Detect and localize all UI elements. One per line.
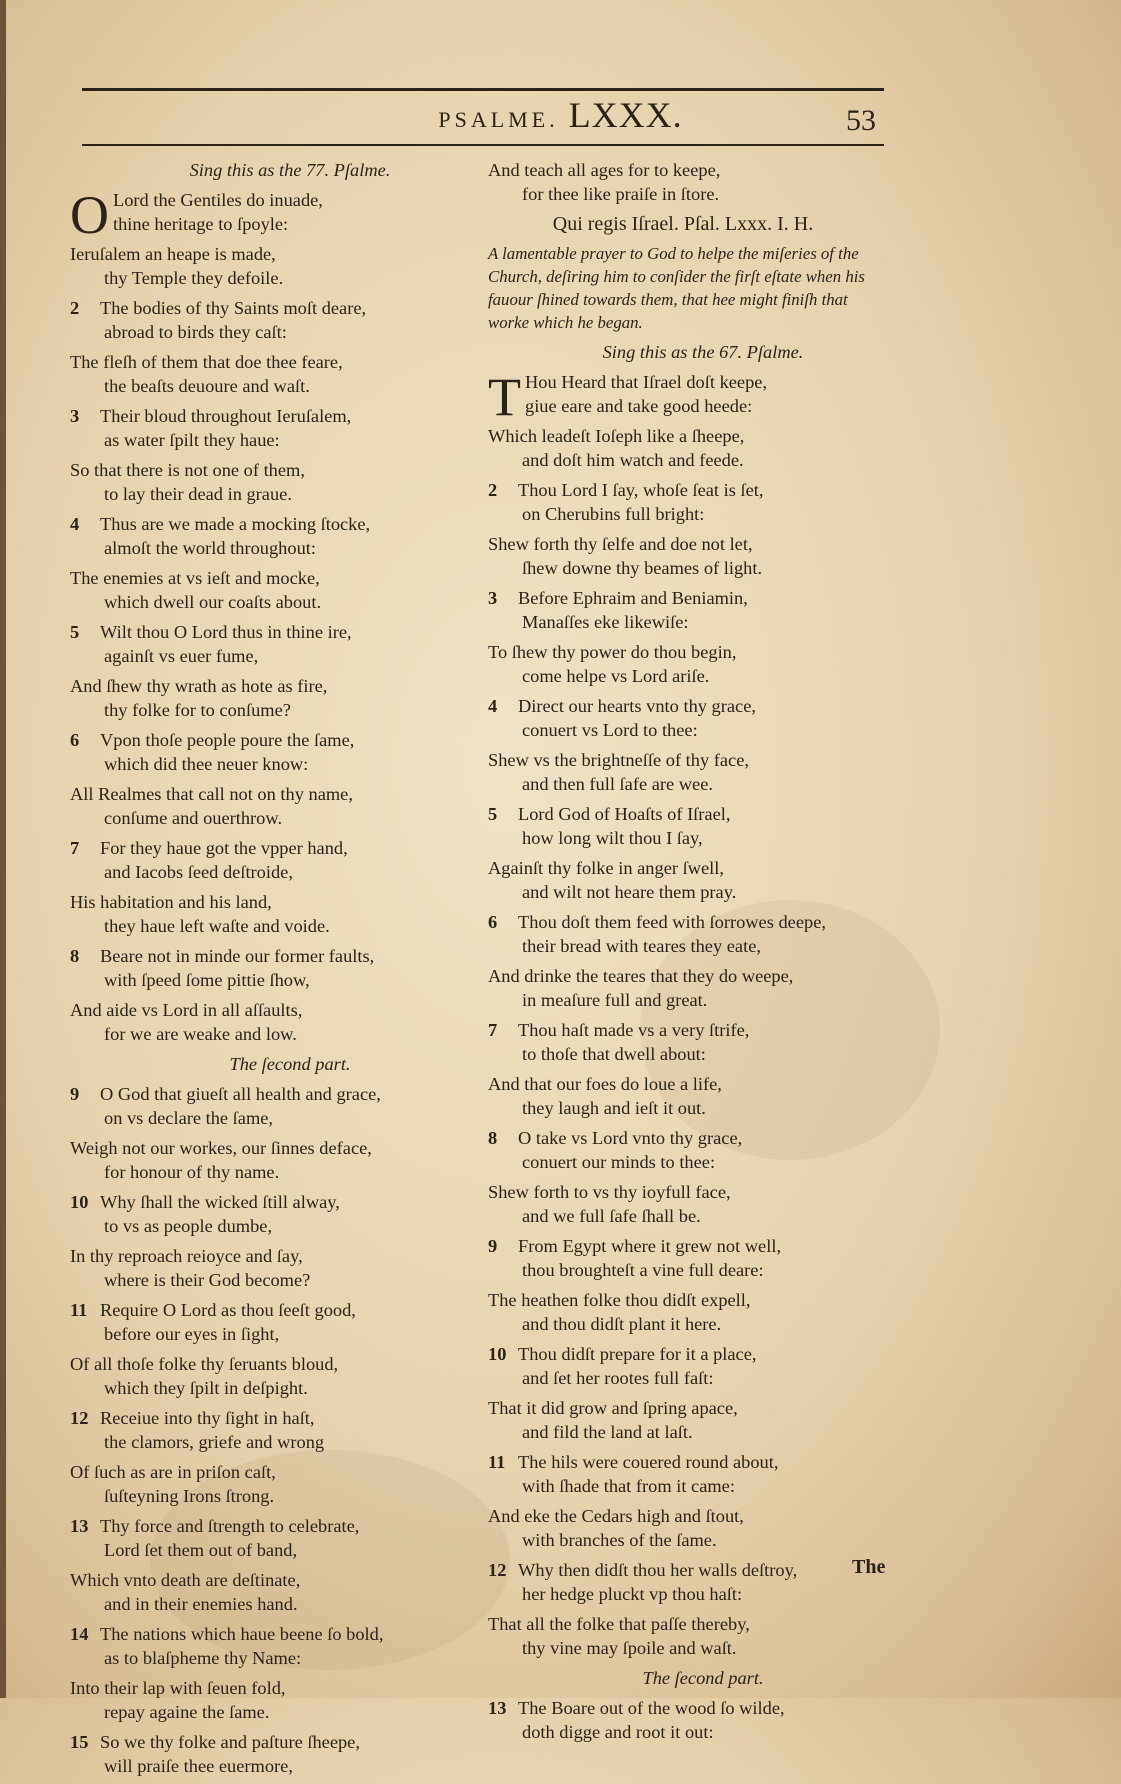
verse-line — [70, 944, 470, 968]
verse-line-indented: they laugh and ieſt it out. — [522, 1098, 706, 1118]
verse-line-indented: to lay their dead in graue. — [104, 484, 292, 504]
verse-continuation — [70, 674, 470, 722]
verse-text: Lord God of Hoaſts of Iſrael, — [518, 804, 731, 824]
verse — [70, 1730, 470, 1778]
header-title: PSALME. — [438, 107, 559, 132]
header-rule-bottom — [82, 144, 884, 146]
verse-number: 4 — [488, 696, 498, 716]
verse — [488, 1126, 878, 1174]
verse — [488, 1018, 878, 1066]
verse-text: And aide vs Lord in all aſſaults, — [70, 1000, 303, 1020]
verse-line-indented: they haue left waſte and voide. — [104, 916, 330, 936]
verse-line — [488, 1504, 878, 1528]
verse-text: And eke the Cedars high and ſtout, — [488, 1506, 744, 1526]
verse-continuation — [70, 242, 470, 290]
verse — [70, 620, 470, 668]
verse — [488, 1342, 878, 1390]
verse-line — [488, 964, 878, 988]
verse-line-indented: the beaſts deuoure and waſt. — [104, 376, 310, 396]
verse-line — [70, 458, 470, 482]
verse-line-indented: and thou didſt plant it here. — [522, 1314, 722, 1334]
verse-line — [488, 748, 878, 772]
verse-text: Why ſhall the wicked ſtill alway, — [100, 1192, 340, 1212]
verse-line — [70, 566, 470, 590]
section-heading: The ſecond part. — [642, 1668, 764, 1688]
verse-line-indented: to vs as people dumbe, — [104, 1216, 273, 1236]
verse-line — [70, 1514, 470, 1538]
verse-text: And ſhew thy wrath as hote as fire, — [70, 676, 328, 696]
verse-text: From Egypt where it grew not well, — [518, 1236, 782, 1256]
verse-line — [488, 1234, 878, 1258]
drop-capital: O — [70, 185, 109, 245]
verse-line — [488, 1288, 878, 1312]
verse-number: 7 — [488, 1020, 498, 1040]
verse-line-indented: for honour of thy name. — [104, 1162, 280, 1182]
verse-text: His habitation and his land, — [70, 892, 272, 912]
verse-number: 12 — [70, 1408, 89, 1428]
verse-line-indented: as water ſpilt they haue: — [104, 430, 280, 450]
verse-text: Shew vs the brightneſſe of thy face, — [488, 750, 749, 770]
verse-continuation — [488, 856, 878, 904]
verse-line — [70, 1244, 470, 1268]
verse-line — [70, 836, 470, 860]
verse-number: 14 — [70, 1624, 89, 1644]
verse-text: Thus are we made a mocking ſtocke, — [100, 514, 371, 534]
verse-text: Of ſuch as are in priſon caſt, — [70, 1462, 276, 1482]
drop-capital: T — [488, 367, 521, 427]
section-heading: Sing this as the 67. Pſalme. — [602, 342, 804, 362]
verse-line — [70, 998, 470, 1022]
verse-continuation — [70, 350, 470, 398]
verse-line — [70, 782, 470, 806]
verse-text: In thy reproach reioyce and ſay, — [70, 1246, 303, 1266]
verse-line-indented: where is their God become? — [104, 1270, 311, 1290]
verse-line-indented: ſhew downe thy beames of light. — [522, 558, 763, 578]
verse-number: 12 — [488, 1560, 507, 1580]
verse-line-indented: thy folke for to conſume? — [104, 700, 291, 720]
verse-text: Into their lap with ſeuen fold, — [70, 1678, 286, 1698]
verse-line — [70, 404, 470, 428]
psalm-numeral: LXXX. — [568, 95, 683, 135]
verse-line — [70, 1730, 470, 1754]
verse-text: O God that giueſt all health and grace, — [100, 1084, 381, 1104]
verse — [70, 1406, 470, 1454]
verse-text: The heathen folke thou didſt expell, — [488, 1290, 751, 1310]
verse-line — [488, 1126, 878, 1150]
verse-line — [70, 1568, 470, 1592]
verse-line-indented: their bread with teares they eate, — [522, 936, 761, 956]
verse — [488, 1450, 878, 1498]
verse-line — [70, 1406, 470, 1430]
verse-line — [488, 158, 878, 182]
verse-text: Shew forth thy ſelfe and doe not let, — [488, 534, 753, 554]
verse-line — [488, 694, 878, 718]
verse-line — [488, 1072, 878, 1096]
verse-line-indented: which dwell our coaſts about. — [104, 592, 322, 612]
verse-line-indented: conuert our minds to thee: — [522, 1152, 716, 1172]
section-heading: Sing this as the 77. Pſalme. — [189, 160, 391, 180]
verse — [488, 694, 878, 742]
verse-text: So that there is not one of them, — [70, 460, 305, 480]
verse — [488, 910, 878, 958]
verse-line — [488, 1612, 878, 1636]
verse-number: 10 — [70, 1192, 89, 1212]
verse-text: That all the folke that paſſe thereby, — [488, 1614, 750, 1634]
verse-text: Thou doſt them feed with ſorrowes deepe, — [518, 912, 826, 932]
verse — [70, 1082, 470, 1130]
verse-line-indented: how long wilt thou I ſay, — [522, 828, 703, 848]
verse-continuation — [70, 782, 470, 830]
verse — [488, 1696, 878, 1744]
verse-text: Lord the Gentiles do inuade, — [113, 190, 323, 210]
verse-continuation — [70, 1136, 470, 1184]
running-header — [0, 94, 1121, 136]
verse-text: The nations which haue beene ſo bold, — [100, 1624, 384, 1644]
page-number: 53 — [846, 104, 876, 137]
verse-line-indented: the clamors, griefe and wrong — [104, 1432, 325, 1452]
verse-continuation — [488, 1612, 878, 1660]
verse-line — [488, 1450, 878, 1474]
verse-line — [488, 856, 878, 880]
verse-line-indented: which they ſpilt in deſpight. — [104, 1378, 308, 1398]
verse-number: 9 — [488, 1236, 498, 1256]
verse-text: Thy force and ſtrength to celebrate, — [100, 1516, 360, 1536]
verse-text: Which vnto death are deſtinate, — [70, 1570, 301, 1590]
verse-line-indented: for we are weake and low. — [104, 1024, 297, 1044]
spacer — [488, 1744, 878, 1750]
verse-line-indented: before our eyes in ſight, — [104, 1324, 280, 1344]
verse-line-indented: conuert vs Lord to thee: — [522, 720, 698, 740]
verse — [70, 512, 470, 560]
verse-line-indented: ſuſteyning Irons ſtrong. — [104, 1486, 275, 1506]
verse-line-indented: with ſpeed ſome pittie ſhow, — [104, 970, 310, 990]
verse-line — [488, 1696, 878, 1720]
verse-line-indented: and fild the land at laſt. — [522, 1422, 693, 1442]
verse-text: Before Ephraim and Beniamin, — [518, 588, 748, 608]
verse-line-indented: Manaſſes eke likewiſe: — [522, 612, 689, 632]
verse — [488, 478, 878, 526]
verse-number: 15 — [70, 1732, 89, 1752]
verse-line-indented: abroad to birds they caſt: — [104, 322, 287, 342]
verse-line-indented: repay againe the ſame. — [104, 1702, 270, 1722]
verse-text: Their bloud throughout Ieruſalem, — [100, 406, 352, 426]
verse-continuation — [70, 998, 470, 1046]
verse-number: 3 — [488, 588, 498, 608]
verse — [70, 1190, 470, 1238]
verse-text: The Boare out of the wood ſo wilde, — [518, 1698, 785, 1718]
verse-line — [70, 188, 470, 212]
verse-text: And that our foes do loue a life, — [488, 1074, 722, 1094]
verse-continuation — [70, 890, 470, 938]
verse-number: 13 — [70, 1516, 89, 1536]
verse-number: 11 — [488, 1452, 506, 1472]
verse-line-indented: on Cherubins full bright: — [522, 504, 705, 524]
verse-line-indented: will praiſe thee euermore, — [104, 1756, 293, 1776]
verse-number: 2 — [488, 480, 498, 500]
verse-text: The hils were couered round about, — [518, 1452, 779, 1472]
verse-line — [488, 1018, 878, 1042]
verse-line-indented: with branches of the ſame. — [522, 1530, 717, 1550]
verse-line — [70, 620, 470, 644]
verse-line-indented: and Iacobs ſeed deſtroide, — [104, 862, 293, 882]
verse-number: 4 — [70, 514, 80, 534]
verse-continuation — [488, 1180, 878, 1228]
verse-line — [488, 1180, 878, 1204]
verse-line-indented: and doſt him watch and feede. — [522, 450, 744, 470]
verse-text: And teach all ages for to keepe, — [488, 160, 721, 180]
verse-text: To ſhew thy power do thou begin, — [488, 642, 737, 662]
verse-line — [70, 242, 470, 266]
verse-line — [70, 1460, 470, 1484]
verse-number: 3 — [70, 406, 80, 426]
verse-text: Weigh not our workes, our ſinnes deface, — [70, 1138, 372, 1158]
verse-line-indented: againſt vs euer fume, — [104, 646, 259, 666]
header-rule-top — [82, 88, 884, 91]
verse-continuation — [70, 458, 470, 506]
verse-continuation — [488, 158, 878, 206]
verse-text: Wilt thou O Lord thus in thine ire, — [100, 622, 352, 642]
verse-line-indented: thou broughteſt a vine full deare: — [522, 1260, 764, 1280]
verse-continuation — [488, 1504, 878, 1552]
verse-line-indented: thy Temple they defoile. — [104, 268, 284, 288]
verse-line-indented: thy vine may ſpoile and waſt. — [522, 1638, 737, 1658]
verse-line-indented: her hedge pluckt vp thou haſt: — [522, 1584, 743, 1604]
verse-number: 6 — [488, 912, 498, 932]
verse-number: 9 — [70, 1084, 80, 1104]
verse — [70, 296, 470, 344]
verse-line-indented: on vs declare the ſame, — [104, 1108, 274, 1128]
verse-text: Thou didſt prepare for it a place, — [518, 1344, 757, 1364]
verse-line-indented: Lord ſet them out of band, — [104, 1540, 298, 1560]
verse-text: Receiue into thy ſight in haſt, — [100, 1408, 315, 1428]
verse-continuation — [70, 1244, 470, 1292]
verse-continuation — [488, 1396, 878, 1444]
verse-line — [70, 296, 470, 320]
verse-number: 10 — [488, 1344, 507, 1364]
verse-line-indented: with ſhade that from it came: — [522, 1476, 735, 1496]
verse-line — [70, 674, 470, 698]
verse — [70, 1622, 470, 1670]
verse-text: Why then didſt thou her walls deſtroy, — [518, 1560, 798, 1580]
verse-continuation — [70, 1352, 470, 1400]
verse-line — [488, 424, 878, 448]
verse-line-indented: and in their enemies hand. — [104, 1594, 298, 1614]
verse-continuation — [488, 532, 878, 580]
verse — [70, 728, 470, 776]
verse — [70, 1298, 470, 1346]
verse-text: Vpon thoſe people poure the ſame, — [100, 730, 355, 750]
verse-line-indented: to thoſe that dwell about: — [522, 1044, 706, 1064]
verse — [488, 802, 878, 850]
verse-line — [70, 512, 470, 536]
verse-line — [488, 1396, 878, 1420]
verse-line-indented: as to blaſpheme thy Name: — [104, 1648, 302, 1668]
verse-line-indented: thine heritage to ſpoyle: — [113, 214, 289, 234]
verse — [488, 1558, 878, 1606]
psalm-argument: A lamentable prayer to God to helpe the miſeries of the Church, deſiring him to conſider the firſt eſtate when his fauour ſhined towards them, that hee might finiſh that worke which he began. — [488, 244, 865, 332]
verse-line-indented: and ſet her rootes full faſt: — [522, 1368, 714, 1388]
verse-continuation — [488, 640, 878, 688]
verse-text: And drinke the teares that they do weepe, — [488, 966, 794, 986]
verse — [70, 944, 470, 992]
verse-continuation — [488, 1072, 878, 1120]
verse-number: 8 — [70, 946, 80, 966]
verse — [70, 836, 470, 884]
verse-text: The enemies at vs ieſt and mocke, — [70, 568, 320, 588]
verse-line-indented: which did thee neuer know: — [104, 754, 309, 774]
section-heading: The ſecond part. — [229, 1054, 351, 1074]
verse-line-indented: come helpe vs Lord ariſe. — [522, 666, 710, 686]
verse-text: That it did grow and ſpring apace, — [488, 1398, 738, 1418]
verse-line-indented: doth digge and root it out: — [522, 1722, 714, 1742]
verse-text: Direct our hearts vnto thy grace, — [518, 696, 756, 716]
verse-line — [70, 1622, 470, 1646]
verse-line — [70, 1298, 470, 1322]
psalm-title: Qui regis Iſrael. Pſal. Lxxx. I. H. — [552, 213, 814, 235]
verse-text: The bodies of thy Saints moſt deare, — [100, 298, 367, 318]
verse-number: 7 — [70, 838, 80, 858]
catchword: The — [852, 1556, 886, 1578]
verse-line — [70, 1136, 470, 1160]
verse-continuation — [70, 566, 470, 614]
verse-text: Which leadeſt Ioſeph like a ſheepe, — [488, 426, 745, 446]
verse-continuation — [70, 1460, 470, 1508]
verse-line — [70, 1190, 470, 1214]
verse-line — [488, 1342, 878, 1366]
verse-text: Againſt thy folke in anger ſwell, — [488, 858, 724, 878]
verse-line-indented: for thee like praiſe in ſtore. — [522, 184, 720, 204]
verse-text: All Realmes that call not on thy name, — [70, 784, 353, 804]
verse-text: O take vs Lord vnto thy grace, — [518, 1128, 743, 1148]
verse — [488, 586, 878, 634]
verse-continuation — [488, 367, 878, 427]
verse-continuation — [70, 185, 470, 245]
page-edge — [0, 0, 6, 1698]
verse-continuation — [488, 748, 878, 796]
verse-line — [70, 728, 470, 752]
verse-line-indented: and then full ſafe are wee. — [522, 774, 713, 794]
left-column — [70, 158, 470, 1784]
verse-line-indented: giue eare and take good heede: — [525, 396, 753, 416]
verse-number: 6 — [70, 730, 80, 750]
right-column — [488, 158, 878, 1750]
verse-line-indented: and we full ſafe ſhall be. — [522, 1206, 701, 1226]
spacer — [70, 1778, 470, 1784]
verse-text: Beare not in minde our former faults, — [100, 946, 375, 966]
verse-text: Ieruſalem an heape is made, — [70, 244, 276, 264]
verse-number: 2 — [70, 298, 80, 318]
verse-continuation — [70, 1676, 470, 1724]
verse-line — [488, 640, 878, 664]
verse-continuation — [488, 1288, 878, 1336]
verse-line — [488, 586, 878, 610]
verse-line — [488, 478, 878, 502]
verse-number: 5 — [70, 622, 80, 642]
verse-text: So we thy folke and paſture ſheepe, — [100, 1732, 360, 1752]
verse-text: Thou haſt made vs a very ſtrife, — [518, 1020, 750, 1040]
verse-text: Of all thoſe folke thy ſeruants bloud, — [70, 1354, 339, 1374]
verse-text: Shew forth to vs thy ioyfull face, — [488, 1182, 731, 1202]
verse-line — [70, 1352, 470, 1376]
verse-line — [70, 350, 470, 374]
verse-number: 5 — [488, 804, 498, 824]
verse-text: The fleſh of them that doe thee feare, — [70, 352, 343, 372]
verse-text: Require O Lord as thou ſeeſt good, — [100, 1300, 356, 1320]
verse-text: Hou Heard that Iſrael doſt keepe, — [525, 372, 768, 392]
verse-text: Thou Lord I ſay, whoſe ſeat is ſet, — [518, 480, 764, 500]
verse-line-indented: almoſt the world throughout: — [104, 538, 316, 558]
verse-line — [488, 370, 878, 394]
verse — [488, 1234, 878, 1282]
verse-continuation — [488, 964, 878, 1012]
verse-continuation — [70, 1568, 470, 1616]
verse-line — [70, 1082, 470, 1106]
verse-number: 8 — [488, 1128, 498, 1148]
verse-continuation — [488, 424, 878, 472]
verse-line — [488, 802, 878, 826]
verse-line — [488, 1558, 878, 1582]
verse-line-indented: and wilt not heare them pray. — [522, 882, 737, 902]
verse-line — [70, 890, 470, 914]
verse-line — [488, 910, 878, 934]
verse-line-indented: in meaſure full and great. — [522, 990, 708, 1010]
verse-text: For they haue got the vpper hand, — [100, 838, 348, 858]
verse-line — [488, 532, 878, 556]
verse-line — [70, 1676, 470, 1700]
verse-line-indented: conſume and ouerthrow. — [104, 808, 283, 828]
verse — [70, 1514, 470, 1562]
verse — [70, 404, 470, 452]
verse-number: 13 — [488, 1698, 507, 1718]
verse-number: 11 — [70, 1300, 88, 1320]
